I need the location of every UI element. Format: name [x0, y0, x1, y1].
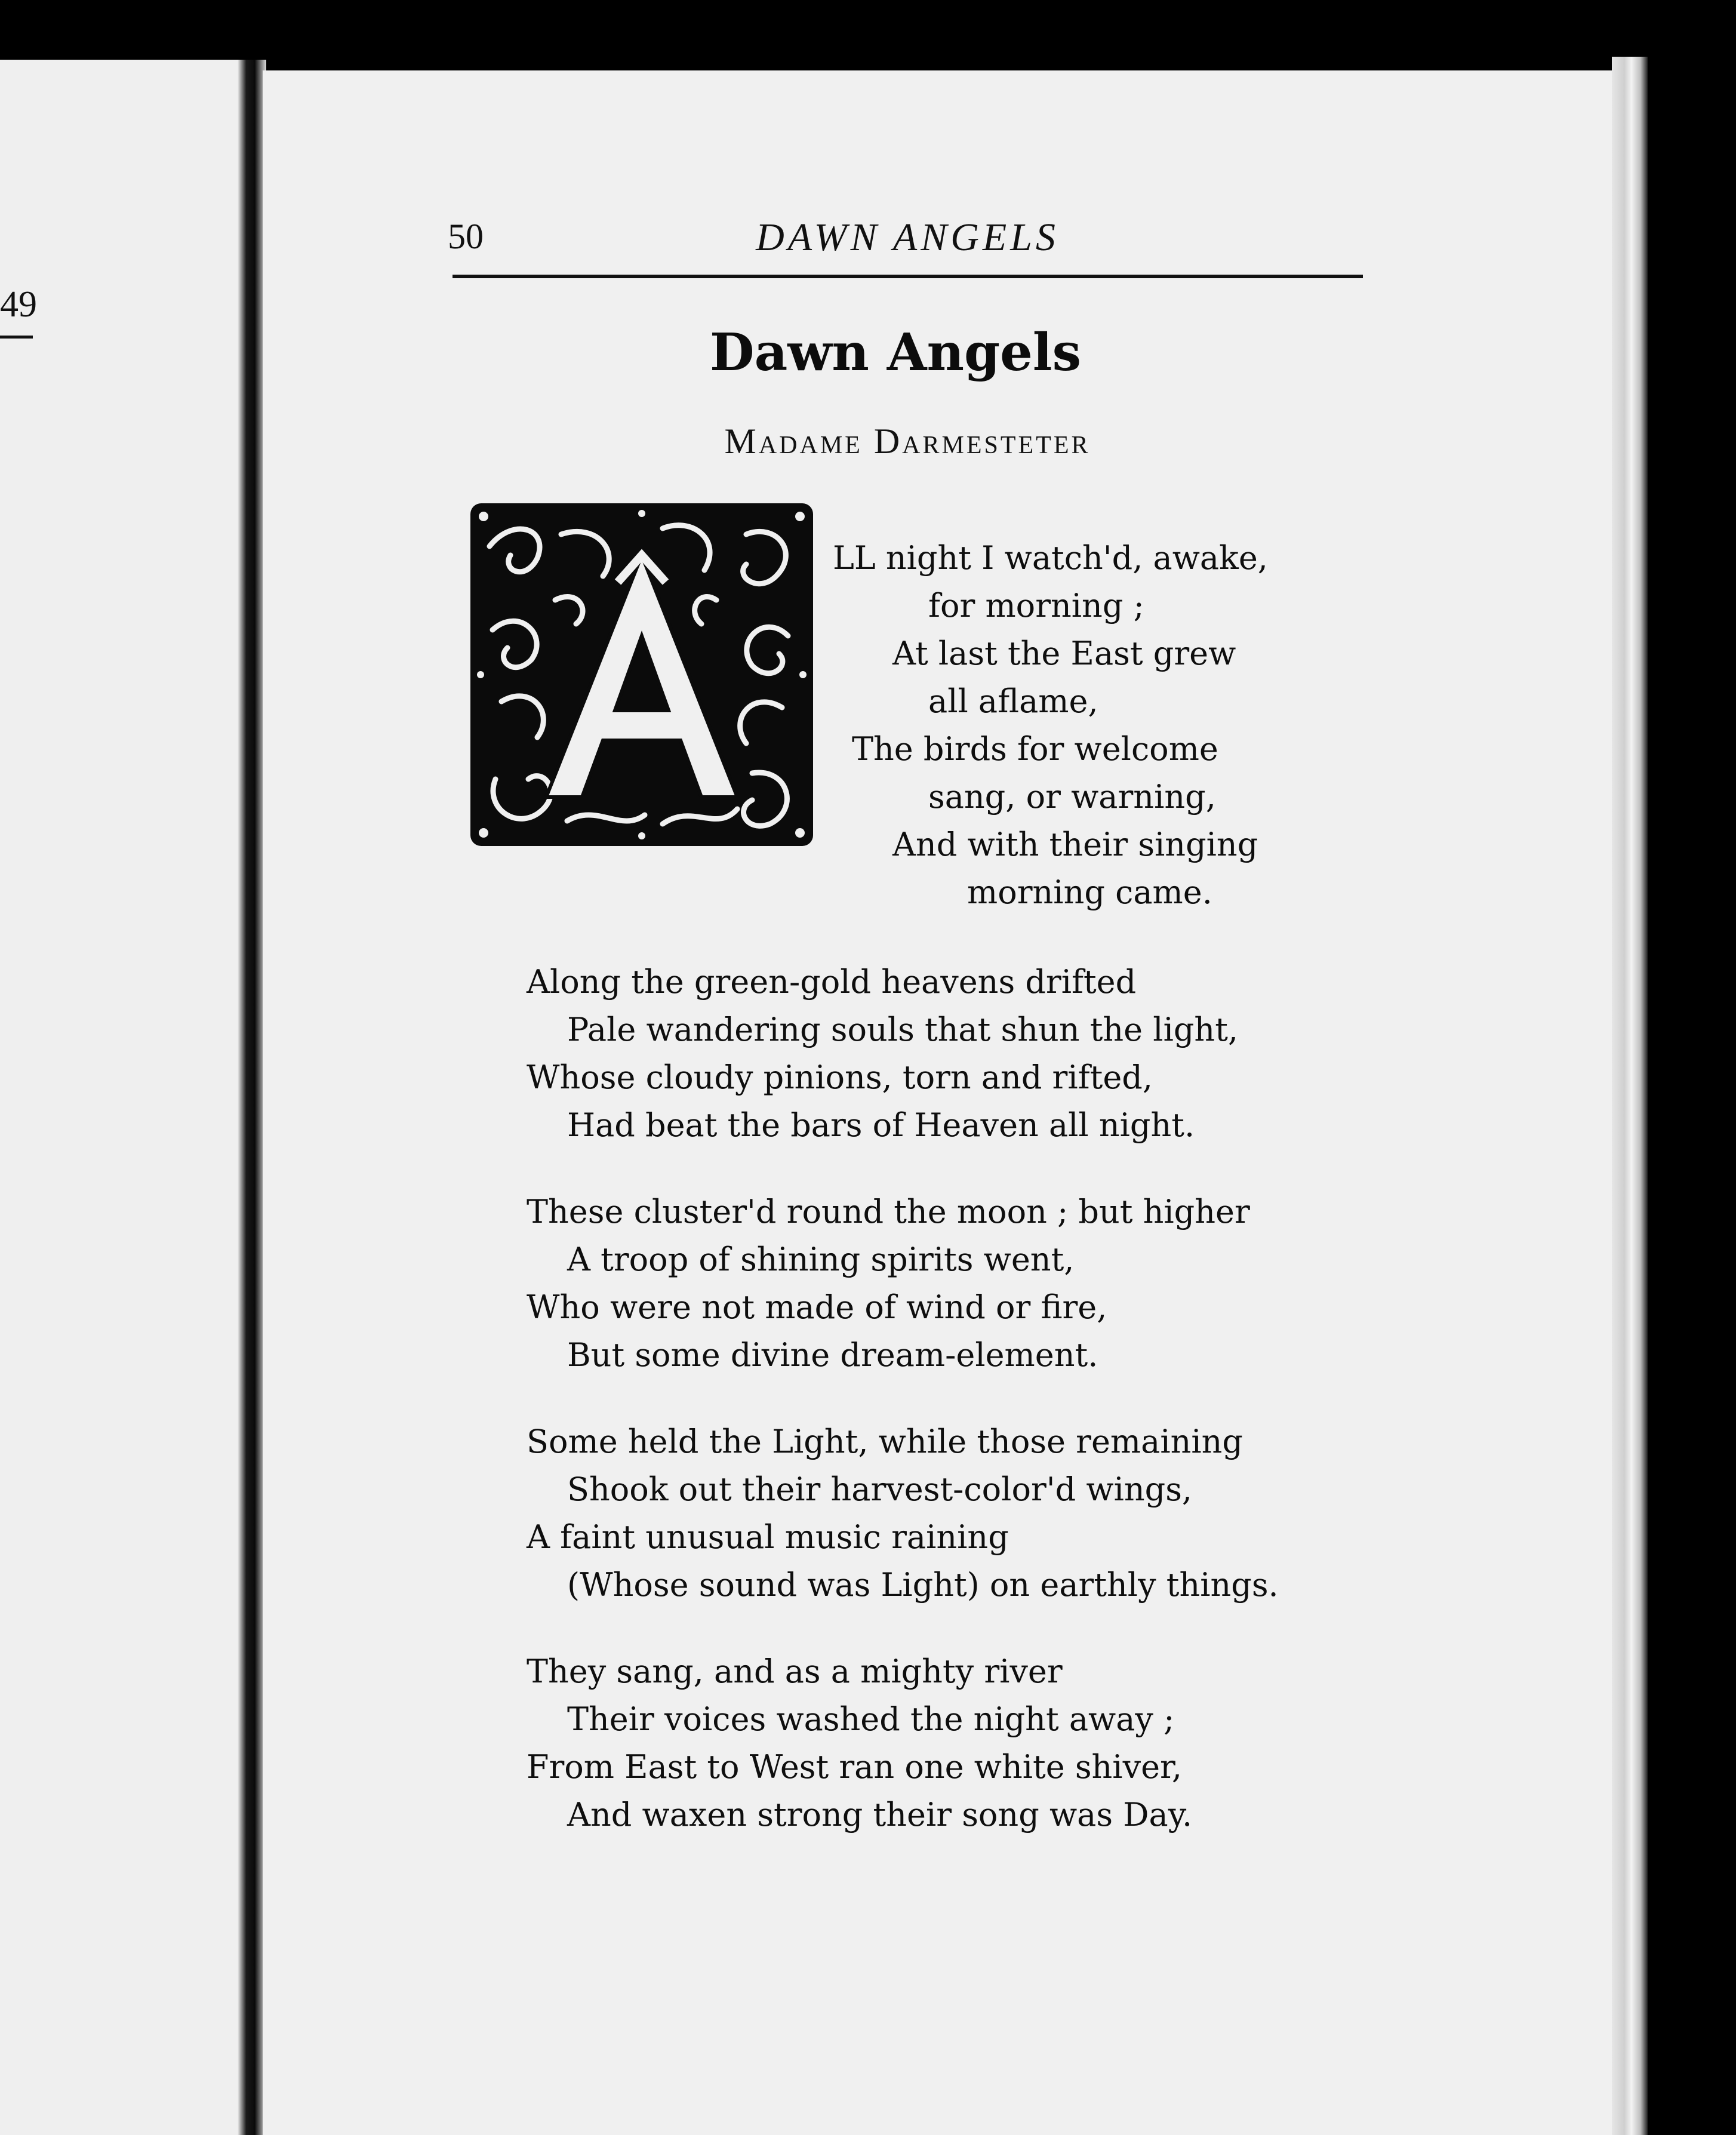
poem-line: A faint unusual music raining	[527, 1518, 1009, 1556]
stanza-2	[527, 958, 1238, 1149]
poem-line: Along the green-gold heavens drifted	[527, 963, 1137, 1001]
poem-line: They sang, and as a mighty river	[527, 1653, 1063, 1690]
poem-line: At last the East grew	[892, 635, 1236, 672]
stanza-4	[527, 1418, 1279, 1609]
poem-line: Who were not made of wind or fire,	[527, 1288, 1107, 1326]
stanza-3	[527, 1188, 1250, 1379]
decorated-initial-icon	[466, 499, 818, 851]
left-page-number: 49	[0, 284, 37, 325]
poem-line: sang, or warning,	[928, 778, 1216, 816]
header-rule	[453, 275, 1363, 278]
poem-line: The birds for welcome	[852, 730, 1218, 768]
book-gutter	[238, 60, 266, 2135]
poem-line: LL night I watch'd, awake,	[833, 539, 1268, 577]
page-number: 50	[448, 217, 484, 256]
poem-line: And waxen strong their song was Day.	[567, 1796, 1193, 1833]
poem-line: A troop of shining spirits went,	[567, 1241, 1075, 1278]
poem-line: Some held the Light, while those remaining	[527, 1423, 1243, 1460]
page-edge	[1612, 57, 1648, 2135]
poem-line: Whose cloudy pinions, torn and rifted,	[527, 1059, 1153, 1096]
poem-line: all aflame,	[928, 682, 1098, 720]
poem-line: From East to West ran one white shiver,	[527, 1748, 1183, 1786]
poem-line: Had beat the bars of Heaven all night.	[567, 1106, 1195, 1144]
poem-author: Madame Darmesteter	[724, 422, 1091, 461]
poem-line: Their voices washed the night away ;	[567, 1700, 1175, 1738]
stanza-5	[527, 1648, 1192, 1839]
poem-line: for morning ;	[928, 587, 1144, 624]
poem-line: And with their singing	[892, 826, 1258, 863]
poem-line: These cluster'd round the moon ; but higher	[527, 1193, 1250, 1230]
poem-line: morning came.	[967, 873, 1212, 911]
left-header-rule	[0, 336, 33, 339]
left-page	[0, 60, 248, 2135]
poem-line: (Whose sound was Light) on earthly things.	[567, 1566, 1279, 1604]
poem-title: Dawn Angels	[710, 322, 1081, 383]
poem-line: Pale wandering souls that shun the light,	[567, 1011, 1239, 1048]
stanza-1	[833, 534, 1268, 916]
running-head-title: DAWN ANGELS	[756, 216, 1059, 259]
poem-line: Shook out their harvest-color'd wings,	[567, 1470, 1193, 1508]
poem-line: But some divine dream-element.	[567, 1336, 1098, 1374]
